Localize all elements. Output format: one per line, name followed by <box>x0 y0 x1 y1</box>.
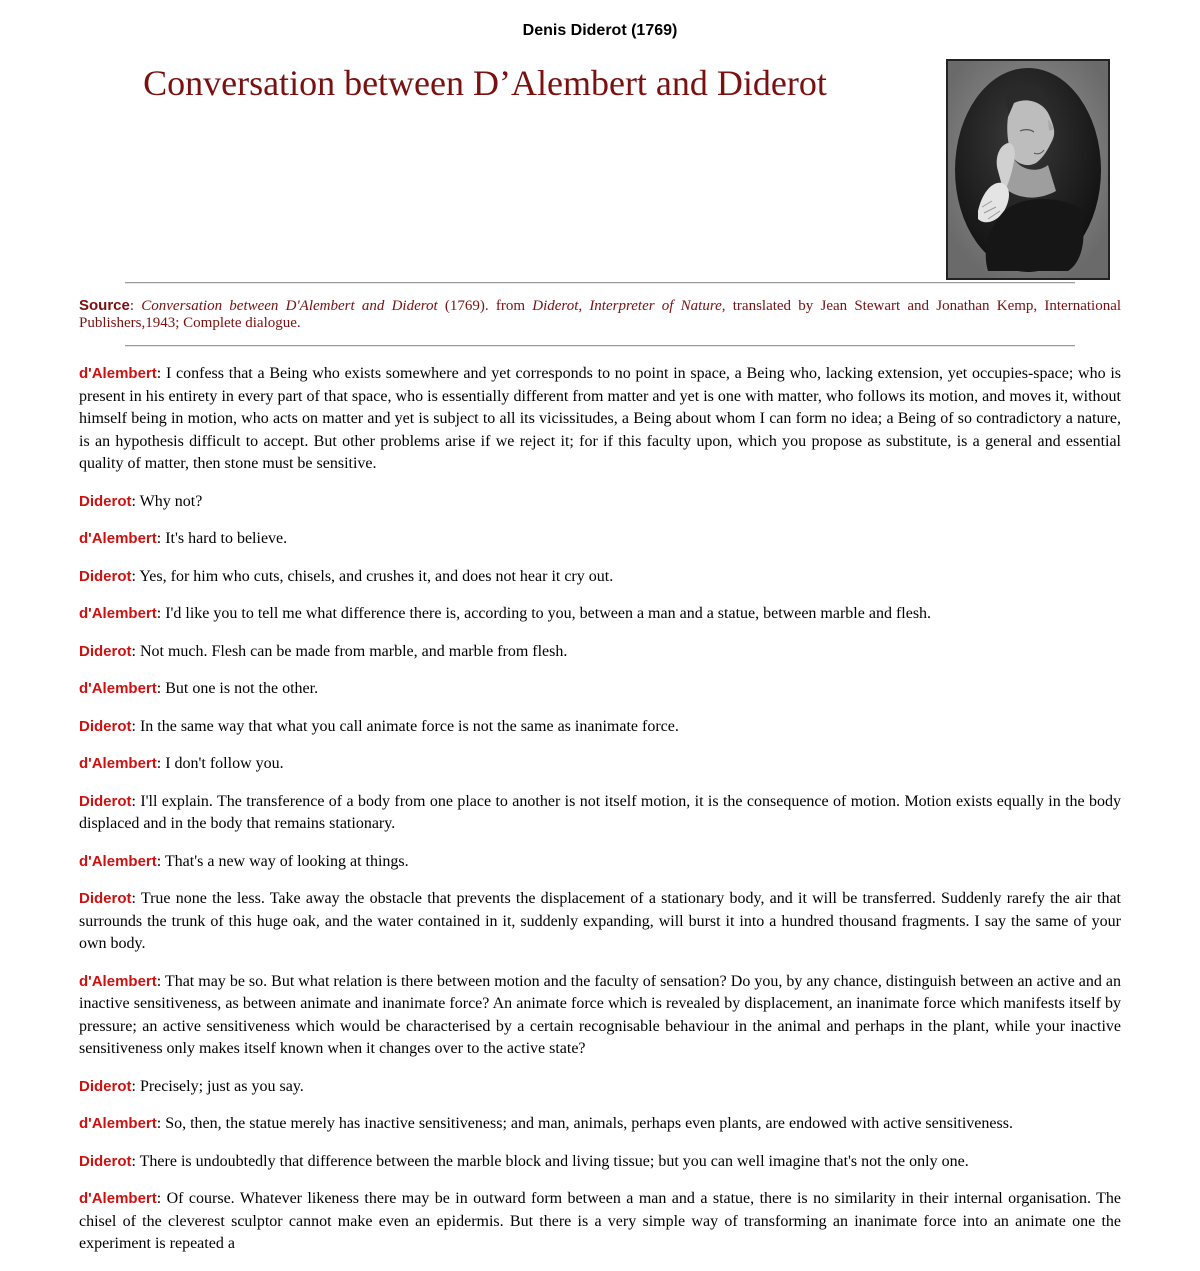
dialogue-text: : I confess that a Being who exists somewhere and yet corresponds to no point in space, a Being who, lacking extension, yet occupies-space; who is present in his entirety in every part of that space, who is essentially different from matter and yet is one with matter, who follows its motion, and moves it, without himself being in motion, who acts on matter and yet is subject to all its vicissitudes, a Being about whom I can form no idea; a Being of so contradictory a nature, is an hypothesis difficult to accept. But other problems arise if we reject it; for if this faculty upon, which you propose as substitute, is a general and essential quality of matter, then stone must be sensitive. <box>79 365 1121 472</box>
dialogue-line <box>79 678 1121 701</box>
dialogue-line <box>79 791 1121 836</box>
dialogue-line <box>79 1188 1121 1256</box>
dialogue-text: : Yes, for him who cuts, chisels, and crushes it, and does not hear it cry out. <box>131 567 614 585</box>
speaker-name: d'Alembert <box>79 605 157 622</box>
speaker-name: d'Alembert <box>79 755 157 772</box>
speaker-name: d'Alembert <box>79 1115 157 1132</box>
speaker-name: d'Alembert <box>79 972 157 990</box>
dialogue-line <box>79 363 1121 476</box>
source-year: (1769). from <box>444 298 526 314</box>
dialogue-text: : Precisely; just as you say. <box>131 1077 304 1095</box>
dialogue-line <box>79 888 1121 956</box>
speaker-name: d'Alembert <box>79 530 157 547</box>
dialogue <box>79 363 1121 1271</box>
speaker-name: Diderot <box>79 567 132 585</box>
speaker-name: Diderot <box>79 890 132 907</box>
source-label: Source <box>79 297 130 314</box>
dialogue-line <box>79 716 1121 739</box>
source-book-title: Diderot, Interpreter of Nature, <box>532 298 726 314</box>
dialogue-text: : I'd like you to tell me what difference there is, according to you, between a man and a statue, between marble and flesh. <box>156 605 932 622</box>
dialogue-line <box>79 971 1121 1061</box>
source-citation <box>79 297 1121 332</box>
dialogue-text: : I'll explain. The transference of a body from one place to another is not itself motion, it is the consequence of motion. Motion exists equally in the body displaced and in the body that remains stationary. <box>79 792 1121 832</box>
speaker-name: d'Alembert <box>79 365 157 382</box>
portrait-image <box>946 59 1110 280</box>
source-translation: translated by Jean Stewart and Jonathan Kemp, International Publishers,1943; Complete dialogue. <box>79 298 1122 331</box>
dialogue-text: : There is undoubtedly that difference between the marble block and living tissue; but you can well imagine that's not the only one. <box>131 1152 969 1170</box>
dialogue-line <box>79 1076 1121 1099</box>
speaker-name: d'Alembert <box>79 852 157 870</box>
top-divider <box>125 282 1075 284</box>
dialogue-line <box>79 1113 1121 1136</box>
dialogue-line <box>79 641 1121 664</box>
dialogue-line <box>79 753 1121 776</box>
dialogue-text: : But one is not the other. <box>156 680 319 697</box>
page-title: Conversation between D’Alembert and Diderot <box>143 63 827 103</box>
source-colon: : <box>129 298 135 314</box>
bottom-divider <box>125 345 1075 347</box>
diderot-portrait-icon <box>948 61 1108 278</box>
dialogue-text: : Of course. Whatever likeness there may be in outward form between a man and a statue, there is no similarity in their internal organisation. The chisel of the cleverest sculptor cannot make even an epidermis. But there is a very simple way of transforming an inanimate force into an animate one the experiment is repeated a <box>79 1190 1121 1252</box>
dialogue-text: : That may be so. But what relation is there between motion and the faculty of sensation? Do you, by any chance, distinguish between an active and an inactive sensitiveness, as between animate and inanimate force? An animate force which is revealed by displacement, an inanimate force which manifests itself by pressure; an active sensitiveness which would be characterised by a certain recognisable behaviour in the animal and perhaps in the plant, while your inactive sensitiveness only makes itself known when it changes over to the active state? <box>79 972 1121 1057</box>
speaker-name: Diderot <box>79 792 132 810</box>
dialogue-line <box>79 1151 1121 1174</box>
dialogue-text: : Why not? <box>131 492 203 510</box>
speaker-name: d'Alembert <box>79 1190 157 1207</box>
dialogue-text: : True none the less. Take away the obstacle that prevents the displacement of a stationary body, and it will be transferred. Suddenly rarefy the air that surrounds the trunk of this huge oak, and the water contained in it, suddenly expanding, will burst it into a hundred thousand fragments. I say the same of your own body. <box>79 890 1121 952</box>
speaker-name: Diderot <box>79 717 132 735</box>
speaker-name: Diderot <box>79 1152 132 1170</box>
source-work-title: Conversation between D'Alembert and Diderot <box>141 298 438 314</box>
dialogue-text: : In the same way that what you call animate force is not the same as inanimate force. <box>131 717 679 735</box>
dialogue-text: : I don't follow you. <box>156 755 284 772</box>
dialogue-line <box>79 491 1121 514</box>
speaker-name: Diderot <box>79 642 132 660</box>
dialogue-text: : Not much. Flesh can be made from marble, and marble from flesh. <box>131 642 568 660</box>
author-heading: Denis Diderot (1769) <box>522 22 678 39</box>
speaker-name: d'Alembert <box>79 680 157 697</box>
dialogue-line <box>79 566 1121 589</box>
speaker-name: Diderot <box>79 492 132 510</box>
dialogue-line <box>79 528 1121 551</box>
speaker-name: Diderot <box>79 1077 132 1095</box>
dialogue-text: : So, then, the statue merely has inactive sensitiveness; and man, animals, perhaps even plants, are endowed with active sensitiveness. <box>156 1115 1013 1132</box>
dialogue-text: : That's a new way of looking at things. <box>156 852 409 870</box>
dialogue-line <box>79 603 1121 626</box>
dialogue-text: : It's hard to believe. <box>156 530 288 547</box>
dialogue-line <box>79 851 1121 874</box>
